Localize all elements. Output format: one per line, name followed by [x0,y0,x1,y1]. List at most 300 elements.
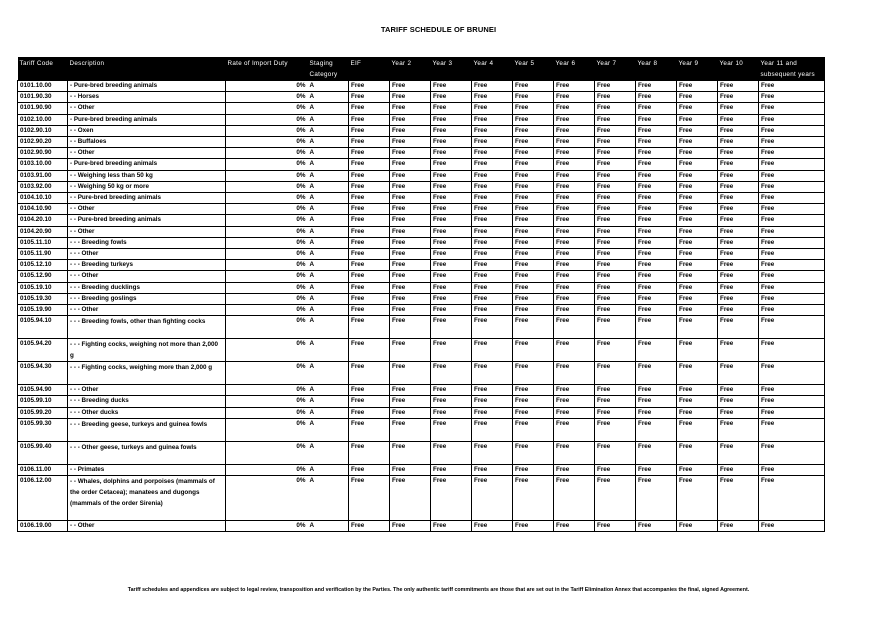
cell-year-value: Free [390,407,431,418]
cell-year-value: Free [595,282,636,293]
cell-year-value: Free [431,476,472,521]
cell-year-value: Free [431,103,472,114]
cell-year-value: Free [718,385,759,396]
table-row [18,464,825,475]
cell-year-value: Free [677,521,718,532]
cell-tariff-code: 0103.10.00 [18,159,68,170]
cell-rate: 0% [226,170,308,181]
cell-year-value: Free [472,249,513,260]
cell-description: - - - Other [68,385,226,396]
cell-year-value: Free [390,204,431,215]
cell-description: - - Other [68,148,226,159]
cell-staging: A [308,362,349,385]
cell-year-value: Free [677,249,718,260]
cell-year-value: Free [759,226,825,237]
cell-year-value: Free [595,271,636,282]
cell-year-value: Free [472,92,513,103]
cell-year-value: Free [554,305,595,316]
cell-tariff-code: 0105.19.90 [18,305,68,316]
cell-year-value: Free [554,103,595,114]
cell-year-value: Free [759,204,825,215]
cell-tariff-code: 0101.10.00 [18,81,68,92]
header-year11-line1: Year 11 and [760,60,798,67]
cell-description: - - - Other geese, turkeys and guinea fowls [68,441,226,464]
cell-year-value: Free [636,103,677,114]
cell-rate: 0% [226,260,308,271]
cell-year-value: Free [349,282,390,293]
cell-staging: A [308,441,349,464]
cell-year-value: Free [595,226,636,237]
cell-year-value: Free [718,362,759,385]
cell-year-value: Free [677,226,718,237]
cell-year-value: Free [472,271,513,282]
cell-year-value: Free [513,316,554,339]
cell-year-value: Free [472,193,513,204]
cell-year-value: Free [677,137,718,148]
cell-year-value: Free [431,316,472,339]
cell-description: - - Buffaloes [68,137,226,148]
cell-year-value: Free [595,396,636,407]
cell-rate: 0% [226,81,308,92]
cell-rate: 0% [226,464,308,475]
cell-year-value: Free [349,137,390,148]
cell-year-value: Free [349,441,390,464]
cell-year-value: Free [636,237,677,248]
cell-year-value: Free [472,305,513,316]
cell-year-value: Free [677,464,718,475]
cell-tariff-code: 0105.99.10 [18,396,68,407]
cell-year-value: Free [472,215,513,226]
cell-year-value: Free [677,148,718,159]
table-row [18,137,825,148]
cell-rate: 0% [226,362,308,385]
cell-year-value: Free [390,293,431,304]
cell-year-value: Free [349,476,390,521]
cell-year-value: Free [554,226,595,237]
cell-year-value: Free [718,418,759,441]
cell-year-value: Free [759,316,825,339]
cell-year-value: Free [636,441,677,464]
cell-year-value: Free [431,339,472,362]
cell-year-value: Free [349,215,390,226]
cell-year-value: Free [718,125,759,136]
cell-year-value: Free [472,260,513,271]
cell-tariff-code: 0106.19.00 [18,521,68,532]
cell-year-value: Free [390,237,431,248]
cell-year-value: Free [472,103,513,114]
cell-year-value: Free [431,441,472,464]
cell-year-value: Free [595,137,636,148]
cell-year-value: Free [759,159,825,170]
cell-year-value: Free [759,282,825,293]
cell-year-value: Free [759,396,825,407]
cell-description: - - Weighing less than 50 kg [68,170,226,181]
cell-year-value: Free [554,215,595,226]
cell-year-value: Free [431,159,472,170]
cell-tariff-code: 0105.99.30 [18,418,68,441]
cell-rate: 0% [226,271,308,282]
cell-year-value: Free [513,293,554,304]
cell-year-value: Free [595,159,636,170]
cell-year-value: Free [595,339,636,362]
cell-year-value: Free [554,148,595,159]
cell-year-value: Free [390,125,431,136]
cell-year-value: Free [759,293,825,304]
table-row [18,92,825,103]
cell-staging: A [308,204,349,215]
table-row [18,193,825,204]
cell-staging: A [308,396,349,407]
cell-tariff-code: 0102.10.00 [18,114,68,125]
cell-year-value: Free [554,464,595,475]
cell-year-value: Free [554,181,595,192]
header-year11-line2: subsequent years [760,71,816,78]
cell-year-value: Free [349,396,390,407]
cell-year-value: Free [636,114,677,125]
cell-tariff-code: 0102.90.10 [18,125,68,136]
cell-year-value: Free [759,476,825,521]
cell-year-value: Free [431,396,472,407]
cell-year-value: Free [472,464,513,475]
cell-description: - - - Fighting cocks, weighing more than 2,000 g [68,362,226,385]
cell-year-value: Free [513,181,554,192]
cell-year-value: Free [677,125,718,136]
cell-year-value: Free [595,170,636,181]
cell-staging: A [308,260,349,271]
cell-year-value: Free [431,293,472,304]
cell-year-value: Free [431,282,472,293]
cell-description: - - - Other [68,271,226,282]
cell-description: - - Other [68,103,226,114]
cell-tariff-code: 0105.94.30 [18,362,68,385]
table-row [18,204,825,215]
cell-year-value: Free [349,293,390,304]
cell-year-value: Free [759,385,825,396]
cell-rate: 0% [226,226,308,237]
cell-year-value: Free [513,362,554,385]
cell-year-value: Free [677,305,718,316]
table-row [18,170,825,181]
cell-year-value: Free [472,476,513,521]
cell-year-value: Free [636,159,677,170]
header-year-3: Year 3 [431,57,472,81]
cell-year-value: Free [636,215,677,226]
cell-year-value: Free [390,316,431,339]
cell-year-value: Free [636,81,677,92]
cell-rate: 0% [226,305,308,316]
cell-year-value: Free [759,81,825,92]
cell-year-value: Free [759,92,825,103]
cell-year-value: Free [349,92,390,103]
cell-year-value: Free [677,316,718,339]
cell-year-value: Free [431,193,472,204]
cell-year-value: Free [513,81,554,92]
cell-staging: A [308,316,349,339]
cell-year-value: Free [472,237,513,248]
cell-staging: A [308,476,349,521]
cell-year-value: Free [759,305,825,316]
table-row [18,103,825,114]
cell-staging: A [308,282,349,293]
cell-tariff-code: 0103.91.00 [18,170,68,181]
cell-year-value: Free [431,407,472,418]
cell-year-value: Free [718,464,759,475]
cell-year-value: Free [513,114,554,125]
header-tariff-code: Tariff Code [18,57,68,81]
cell-tariff-code: 0106.12.00 [18,476,68,521]
cell-description: - - Oxen [68,125,226,136]
cell-year-value: Free [431,81,472,92]
cell-year-value: Free [431,305,472,316]
cell-year-value: Free [431,92,472,103]
cell-year-value: Free [390,193,431,204]
cell-year-value: Free [677,362,718,385]
cell-year-value: Free [554,362,595,385]
cell-tariff-code: 0105.94.20 [18,339,68,362]
cell-year-value: Free [759,464,825,475]
cell-year-value: Free [349,114,390,125]
header-staging-line2: Category [309,71,338,78]
cell-year-value: Free [513,464,554,475]
cell-year-value: Free [759,260,825,271]
table-row [18,385,825,396]
cell-year-value: Free [595,476,636,521]
cell-year-value: Free [595,193,636,204]
cell-year-value: Free [513,92,554,103]
cell-rate: 0% [226,385,308,396]
cell-year-value: Free [513,441,554,464]
cell-rate: 0% [226,181,308,192]
cell-staging: A [308,81,349,92]
cell-rate: 0% [226,148,308,159]
cell-rate: 0% [226,441,308,464]
disclaimer-footer: Tariff schedules and appendices are subject to legal review, transposition and verification by the Parties. The only authentic tariff commitments are those that are set out in the Tariff Elimination Annex that accompanies the final, signed Agreement. [127,587,750,593]
table-row [18,305,825,316]
cell-rate: 0% [226,316,308,339]
header-year-10: Year 10 [718,57,759,81]
cell-year-value: Free [390,114,431,125]
cell-description: - - Other [68,204,226,215]
cell-year-value: Free [513,521,554,532]
cell-year-value: Free [513,260,554,271]
cell-tariff-code: 0105.11.10 [18,237,68,248]
cell-year-value: Free [513,271,554,282]
cell-year-value: Free [349,103,390,114]
cell-year-value: Free [677,159,718,170]
cell-tariff-code: 0105.12.90 [18,271,68,282]
cell-year-value: Free [759,181,825,192]
cell-staging: A [308,226,349,237]
cell-year-value: Free [636,396,677,407]
cell-year-value: Free [390,521,431,532]
cell-year-value: Free [513,282,554,293]
cell-year-value: Free [718,282,759,293]
cell-year-value: Free [349,521,390,532]
cell-year-value: Free [718,181,759,192]
table-row [18,215,825,226]
cell-year-value: Free [595,92,636,103]
cell-year-value: Free [636,271,677,282]
cell-staging: A [308,125,349,136]
cell-year-value: Free [759,339,825,362]
table-row [18,476,825,521]
cell-year-value: Free [759,441,825,464]
cell-year-value: Free [431,170,472,181]
cell-year-value: Free [349,316,390,339]
cell-rate: 0% [226,293,308,304]
cell-year-value: Free [718,237,759,248]
cell-year-value: Free [677,418,718,441]
cell-year-value: Free [472,396,513,407]
cell-year-value: Free [431,249,472,260]
cell-year-value: Free [554,204,595,215]
cell-year-value: Free [636,418,677,441]
cell-year-value: Free [718,293,759,304]
table-row [18,418,825,441]
cell-year-value: Free [636,204,677,215]
cell-year-value: Free [759,521,825,532]
cell-year-value: Free [472,362,513,385]
cell-year-value: Free [595,260,636,271]
cell-year-value: Free [677,396,718,407]
cell-year-value: Free [677,282,718,293]
cell-tariff-code: 0102.90.20 [18,137,68,148]
cell-year-value: Free [636,92,677,103]
cell-year-value: Free [431,204,472,215]
cell-year-value: Free [677,81,718,92]
cell-year-value: Free [595,521,636,532]
cell-year-value: Free [513,125,554,136]
header-rate: Rate of Import Duty [226,57,308,81]
cell-year-value: Free [431,215,472,226]
header-year-11 [759,57,825,81]
cell-description: - - - Breeding turkeys [68,260,226,271]
cell-staging: A [308,170,349,181]
cell-year-value: Free [431,464,472,475]
cell-year-value: Free [390,137,431,148]
cell-year-value: Free [636,137,677,148]
cell-year-value: Free [513,385,554,396]
cell-year-value: Free [472,81,513,92]
cell-staging: A [308,418,349,441]
cell-description: - - - Other ducks [68,407,226,418]
cell-year-value: Free [390,226,431,237]
cell-year-value: Free [595,385,636,396]
cell-year-value: Free [349,385,390,396]
cell-tariff-code: 0105.12.10 [18,260,68,271]
table-row [18,181,825,192]
cell-year-value: Free [349,407,390,418]
cell-description: - Pure-bred breeding animals [68,159,226,170]
table-row [18,521,825,532]
cell-year-value: Free [513,396,554,407]
cell-year-value: Free [390,249,431,260]
cell-year-value: Free [554,271,595,282]
cell-year-value: Free [472,339,513,362]
cell-tariff-code: 0105.19.30 [18,293,68,304]
cell-year-value: Free [349,237,390,248]
cell-staging: A [308,181,349,192]
cell-year-value: Free [472,418,513,441]
cell-rate: 0% [226,407,308,418]
cell-year-value: Free [554,249,595,260]
cell-year-value: Free [677,271,718,282]
cell-description: - - Primates [68,464,226,475]
cell-year-value: Free [636,125,677,136]
cell-year-value: Free [390,362,431,385]
cell-year-value: Free [554,159,595,170]
cell-year-value: Free [349,181,390,192]
cell-year-value: Free [677,260,718,271]
cell-year-value: Free [513,103,554,114]
cell-year-value: Free [677,215,718,226]
header-year-9: Year 9 [677,57,718,81]
cell-tariff-code: 0104.20.90 [18,226,68,237]
cell-rate: 0% [226,193,308,204]
cell-tariff-code: 0105.19.10 [18,282,68,293]
cell-year-value: Free [390,282,431,293]
header-eif: EIF [349,57,390,81]
cell-year-value: Free [472,226,513,237]
table-row [18,249,825,260]
cell-year-value: Free [472,170,513,181]
cell-staging: A [308,305,349,316]
cell-description: - - - Breeding goslings [68,293,226,304]
cell-year-value: Free [554,441,595,464]
cell-staging: A [308,249,349,260]
cell-year-value: Free [636,260,677,271]
cell-year-value: Free [472,385,513,396]
cell-rate: 0% [226,137,308,148]
cell-year-value: Free [595,125,636,136]
cell-year-value: Free [390,476,431,521]
cell-year-value: Free [759,407,825,418]
cell-description: - - Pure-bred breeding animals [68,193,226,204]
cell-year-value: Free [390,396,431,407]
cell-description: - - - Other [68,249,226,260]
cell-year-value: Free [554,293,595,304]
cell-description: - - - Breeding fowls [68,237,226,248]
cell-year-value: Free [595,249,636,260]
cell-staging: A [308,407,349,418]
cell-year-value: Free [349,125,390,136]
cell-year-value: Free [349,362,390,385]
cell-year-value: Free [595,441,636,464]
cell-year-value: Free [718,396,759,407]
cell-year-value: Free [472,181,513,192]
cell-description: - - Pure-bred breeding animals [68,215,226,226]
cell-year-value: Free [390,305,431,316]
cell-staging: A [308,271,349,282]
cell-staging: A [308,237,349,248]
cell-year-value: Free [513,215,554,226]
cell-year-value: Free [554,92,595,103]
cell-tariff-code: 0104.20.10 [18,215,68,226]
cell-year-value: Free [390,103,431,114]
cell-tariff-code: 0101.90.90 [18,103,68,114]
cell-description: - - Other [68,226,226,237]
cell-description: - - - Other [68,305,226,316]
cell-year-value: Free [390,181,431,192]
cell-year-value: Free [677,92,718,103]
cell-tariff-code: 0105.99.20 [18,407,68,418]
cell-year-value: Free [718,339,759,362]
cell-description: - - Horses [68,92,226,103]
cell-rate: 0% [226,215,308,226]
cell-staging: A [308,159,349,170]
table-row [18,81,825,92]
cell-description: - - Other [68,521,226,532]
